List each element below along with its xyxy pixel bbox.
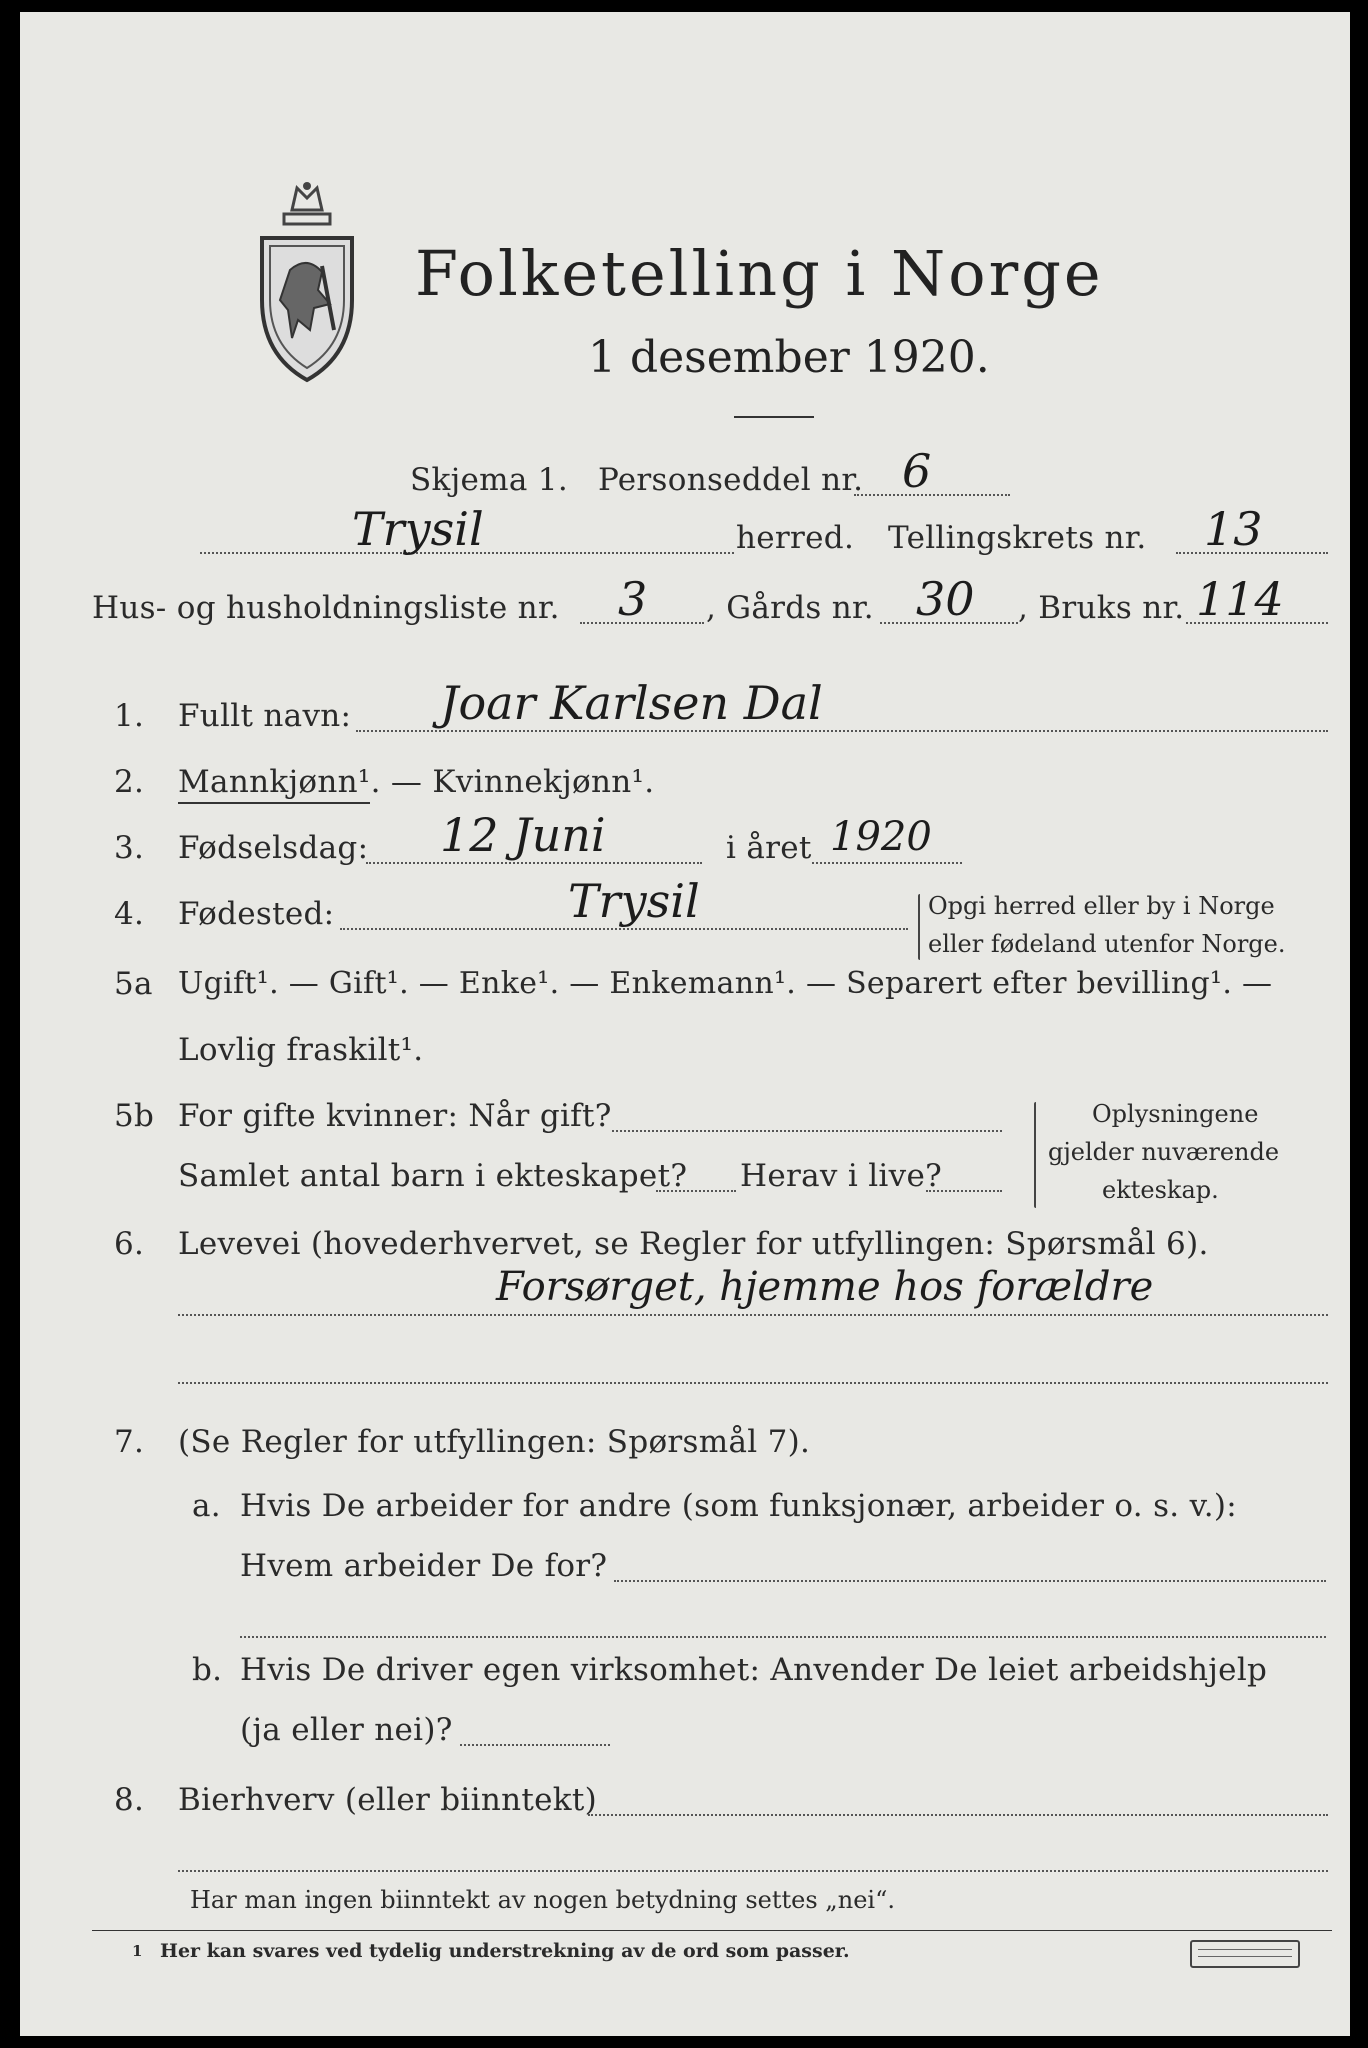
q5a-number: 5a bbox=[114, 966, 153, 1002]
gards-value[interactable]: 30 bbox=[916, 572, 975, 626]
q5a-line2: Lovlig fraskilt¹. bbox=[178, 1032, 424, 1068]
q2-number: 2. bbox=[114, 764, 145, 800]
marriage-note-bracket bbox=[1034, 1102, 1036, 1208]
birthday-line bbox=[366, 862, 702, 864]
q5b-line1: For gifte kvinner: Når gift? bbox=[178, 1098, 612, 1134]
tellingskrets-value[interactable]: 13 bbox=[1204, 502, 1263, 556]
birthday-value[interactable]: 12 Juni bbox=[440, 808, 606, 862]
q7a-line1: Hvis De arbeider for andre (som funksjonær, arbeider o. s. v.): bbox=[240, 1488, 1238, 1524]
q7b-line1: Hvis De driver egen virksomhet: Anvender De leiet arbeidshjelp bbox=[240, 1652, 1268, 1688]
side-income-line bbox=[588, 1814, 1328, 1816]
marriage-note-line1: Oplysningene bbox=[1092, 1100, 1259, 1128]
tellingskrets-label: Tellingskrets nr. bbox=[888, 520, 1147, 556]
q4-number: 4. bbox=[114, 896, 145, 932]
norwegian-coat-of-arms-icon bbox=[252, 180, 362, 390]
bruks-label: , Bruks nr. bbox=[1018, 590, 1185, 626]
q7a-number: a. bbox=[192, 1488, 221, 1524]
footnote-mark: 1 bbox=[132, 1942, 143, 1960]
occupation-line-1 bbox=[178, 1314, 1328, 1316]
page-title: Folketelling i Norge bbox=[415, 237, 1104, 310]
gards-label: , Gårds nr. bbox=[706, 590, 874, 626]
children-alive-line bbox=[926, 1190, 1002, 1192]
q5b-line2b: Herav i live? bbox=[740, 1158, 943, 1194]
q1-number: 1. bbox=[114, 698, 145, 734]
year-line bbox=[812, 862, 962, 864]
married-when-line bbox=[612, 1130, 1002, 1132]
birthplace-note-line2: eller fødeland utenfor Norge. bbox=[928, 930, 1286, 958]
birthplace-value[interactable]: Trysil bbox=[568, 874, 700, 928]
q8-number: 8. bbox=[114, 1782, 145, 1818]
q2-label: Mannkjønn¹. — Kvinnekjønn¹. bbox=[178, 764, 655, 800]
full-name-value[interactable]: Joar Karlsen Dal bbox=[440, 676, 823, 730]
year-value[interactable]: 1920 bbox=[830, 814, 932, 860]
bruks-value[interactable]: 114 bbox=[1196, 572, 1284, 626]
side-income-note: Har man ingen biinntekt av nogen betydning settes „nei“. bbox=[190, 1886, 895, 1914]
personseddel-value[interactable]: 6 bbox=[902, 444, 932, 498]
q5b-line2a: Samlet antal barn i ekteskapet? bbox=[178, 1158, 688, 1194]
birthplace-note-bracket bbox=[918, 894, 920, 960]
q1-label: Fullt navn: bbox=[178, 698, 352, 734]
q6-number: 6. bbox=[114, 1226, 145, 1262]
marriage-note-line3: ekteskap. bbox=[1102, 1176, 1219, 1204]
employer-line bbox=[614, 1580, 1326, 1582]
q5b-number: 5b bbox=[114, 1098, 155, 1134]
personseddel-line bbox=[854, 494, 1010, 496]
q3-label: Fødselsdag: bbox=[178, 830, 369, 866]
husliste-value[interactable]: 3 bbox=[618, 572, 648, 626]
birthplace-note-line1: Opgi herred eller by i Norge bbox=[928, 892, 1275, 920]
skjema-label: Skjema 1. bbox=[410, 462, 568, 498]
census-form-sheet bbox=[20, 12, 1350, 2036]
occupation-value[interactable]: Forsørget, hjemme hos forældre bbox=[496, 1264, 1154, 1310]
children-count-line bbox=[656, 1190, 736, 1192]
full-name-line bbox=[356, 730, 1328, 732]
side-income-line-2 bbox=[178, 1870, 1328, 1872]
footnote-text: Her kan svares ved tydelig understrekning av de ord som passer. bbox=[160, 1940, 850, 1962]
q7-number: 7. bbox=[114, 1424, 145, 1460]
q7b-line2: (ja eller nei)? bbox=[240, 1712, 453, 1748]
mannkjonn-underline bbox=[178, 802, 370, 804]
q5a-line1: Ugift¹. — Gift¹. — Enke¹. — Enkemann¹. — Separert efter bevilling¹. — bbox=[178, 966, 1273, 1001]
title-divider bbox=[734, 416, 814, 418]
q7b-number: b. bbox=[192, 1652, 223, 1688]
birthplace-line bbox=[340, 928, 908, 930]
employer-line-2 bbox=[240, 1636, 1326, 1638]
occupation-line-2 bbox=[178, 1382, 1328, 1384]
personseddel-label: Personseddel nr. bbox=[598, 462, 864, 498]
herred-label: herred. bbox=[736, 520, 855, 556]
q7a-line2: Hvem arbeider De for? bbox=[240, 1548, 608, 1584]
q8-label: Bierhverv (eller biinntekt) bbox=[178, 1782, 598, 1818]
year-label: i året bbox=[726, 830, 812, 866]
q6-label: Levevei (hovederhvervet, se Regler for utfyllingen: Spørsmål 6). bbox=[178, 1226, 1209, 1262]
q7-label: (Se Regler for utfyllingen: Spørsmål 7). bbox=[178, 1424, 811, 1460]
hired-help-line bbox=[460, 1744, 610, 1746]
page-subtitle: 1 desember 1920. bbox=[588, 332, 990, 383]
q3-number: 3. bbox=[114, 830, 145, 866]
footnote-divider bbox=[92, 1930, 1332, 1931]
husliste-label: Hus- og husholdningsliste nr. bbox=[92, 590, 560, 626]
herred-value[interactable]: Trysil bbox=[352, 502, 484, 556]
marriage-note-line2: gjelder nuværende bbox=[1048, 1138, 1280, 1166]
printer-stamp-icon bbox=[1190, 1940, 1300, 1968]
q4-label: Fødested: bbox=[178, 896, 335, 932]
